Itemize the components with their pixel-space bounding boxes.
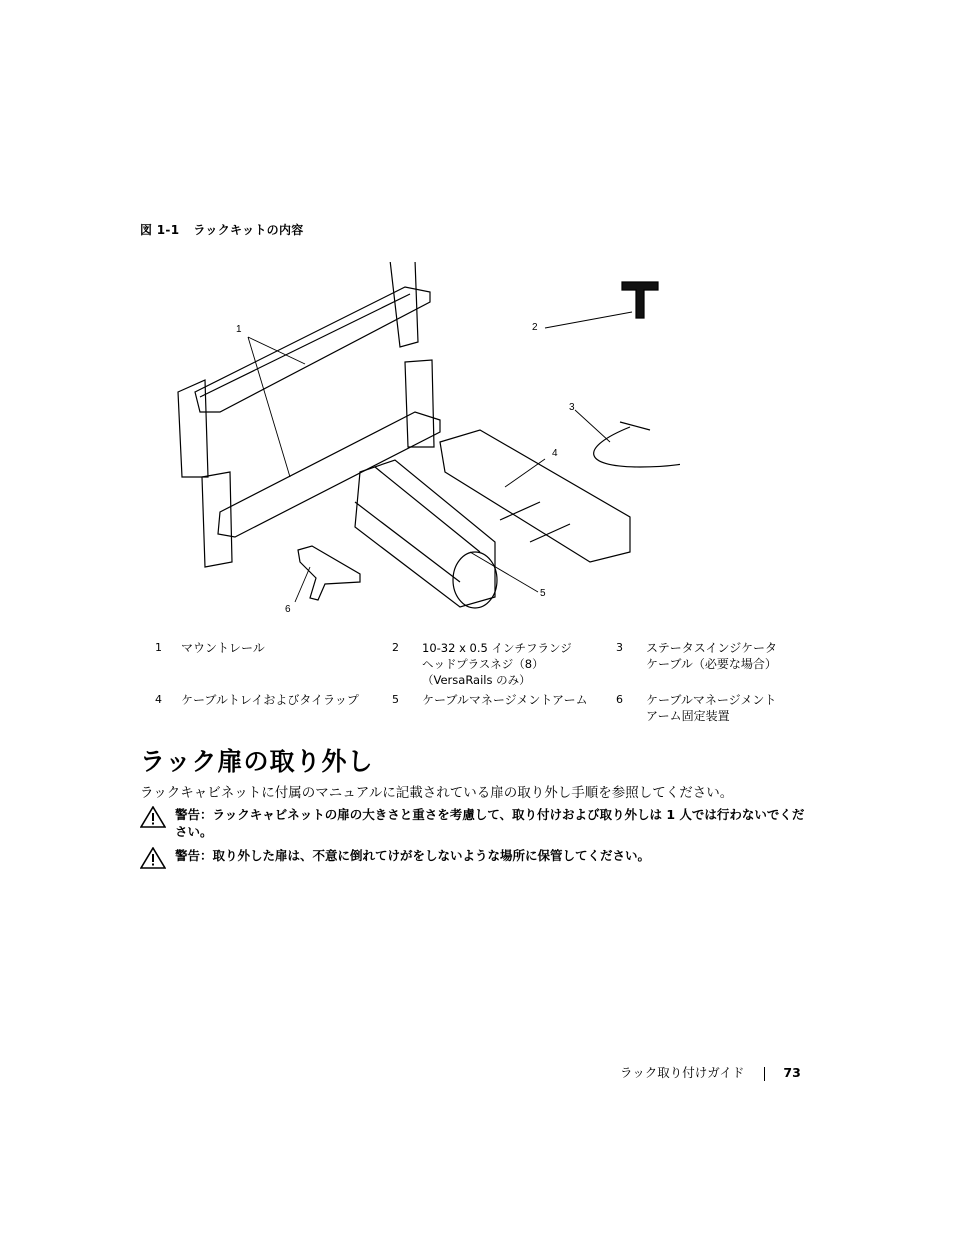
legend-num: 6 xyxy=(616,693,623,706)
upper-rail-front-bracket xyxy=(178,380,208,477)
section-body: ラックキャビネットに付属のマニュアルに記載されている扉の取り外し手順を参照してください。 xyxy=(140,785,734,801)
figure-label: 図 1-1 xyxy=(140,223,180,237)
legend-text: 10-32 x 0.5 インチフランジ ヘッドプラスネジ（8） （VersaRails のみ） xyxy=(422,641,572,687)
callout-3: 3 xyxy=(569,402,575,413)
legend-num: 4 xyxy=(155,693,162,706)
callout-4: 4 xyxy=(552,448,558,459)
legend-num: 2 xyxy=(392,641,399,654)
legend-text: ステータスインジケータ ケーブル（必要な場合） xyxy=(646,641,777,671)
figure-title: ラックキットの内容 xyxy=(193,223,304,237)
warning-icon xyxy=(140,847,166,869)
page-footer xyxy=(620,1063,801,1081)
lower-rail-front-bracket xyxy=(202,472,232,567)
legend-text: マウントレール xyxy=(181,641,265,655)
warning-text: ラックキャビネットの扉の大きさと重さを考慮して、取り付けおよび取り外しは 1 人では行わないでください。 xyxy=(175,807,805,839)
callout-6: 6 xyxy=(285,604,291,615)
legend-num: 1 xyxy=(155,641,162,654)
rack-kit-illustration xyxy=(160,262,680,622)
section-heading: ラック扉の取り外し xyxy=(140,747,374,776)
callout-1: 1 xyxy=(236,324,242,335)
lower-rail xyxy=(218,412,440,537)
warning-1 xyxy=(140,806,820,842)
footer-divider xyxy=(764,1067,765,1081)
callout-2: 2 xyxy=(532,322,538,333)
warning-text: 取り外した扉は、不意に倒れてけがをしないような場所に保管してください。 xyxy=(212,848,651,863)
legend-text: ケーブルマネージメントアーム xyxy=(422,693,588,707)
cable-management-arm xyxy=(355,460,495,607)
warning-icon xyxy=(140,806,166,828)
legend-num: 5 xyxy=(392,693,399,706)
warning-2 xyxy=(140,847,820,869)
figure-caption xyxy=(140,221,304,238)
footer-title: ラック取り付けガイド xyxy=(620,1065,745,1080)
page-number: 73 xyxy=(783,1065,801,1080)
lower-rail-rear-bracket xyxy=(405,360,434,447)
legend-row xyxy=(150,640,810,692)
callout-5: 5 xyxy=(540,588,546,599)
legend-text: ケーブルトレイおよびタイラップ xyxy=(181,693,359,707)
warning-label: 警告： xyxy=(175,848,213,863)
legend-num: 3 xyxy=(616,641,623,654)
warning-label: 警告： xyxy=(175,807,213,822)
rack-kit-drawing xyxy=(160,262,680,622)
legend-row xyxy=(150,692,810,732)
upper-rail-rear-bracket xyxy=(390,262,418,347)
figure-legend xyxy=(150,640,810,732)
status-cable xyxy=(594,427,680,467)
legend-text: ケーブルマネージメント アーム固定装置 xyxy=(646,693,777,723)
